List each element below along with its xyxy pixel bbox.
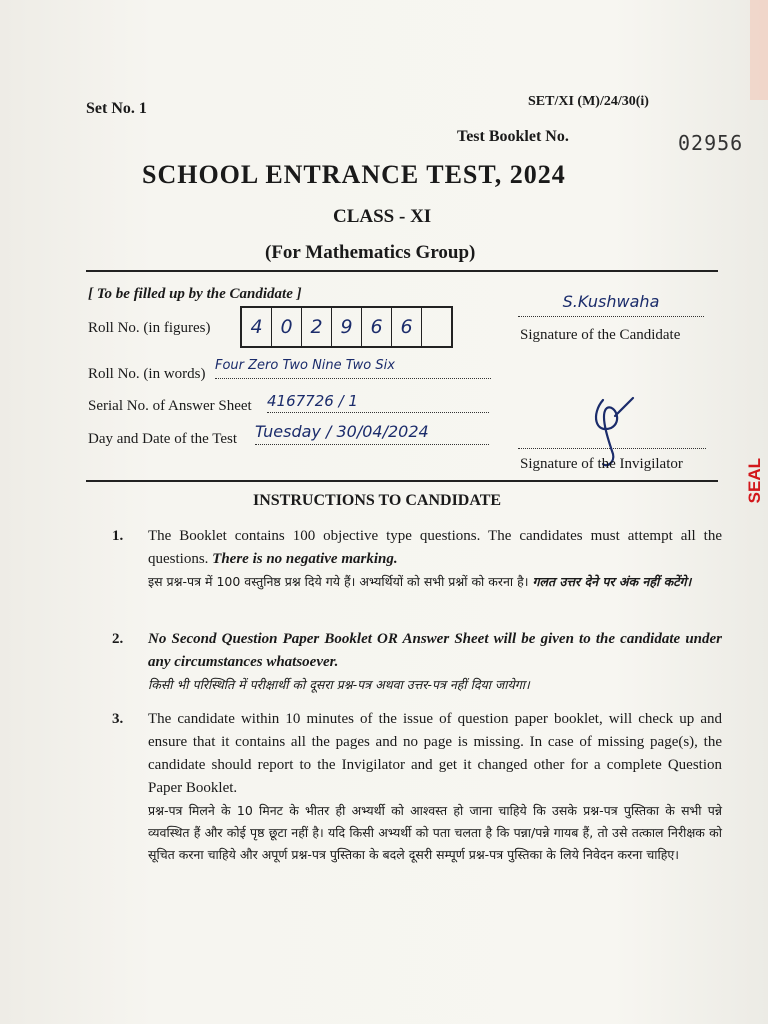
roll-figures-label: Roll No. (in figures) bbox=[88, 320, 211, 336]
class-heading: CLASS - XI bbox=[333, 206, 432, 227]
roll-digit-box[interactable]: 6 bbox=[362, 308, 392, 346]
instruction-number: 2. bbox=[112, 631, 124, 647]
roll-digit-box[interactable] bbox=[422, 308, 451, 346]
roll-digit-box[interactable]: 9 bbox=[332, 308, 362, 346]
roll-digit-box[interactable]: 2 bbox=[302, 308, 332, 346]
instruction-emphasis: गलत उत्तर देने पर अंक नहीं कटेंगे। bbox=[532, 574, 692, 589]
roll-words-field[interactable]: Four Zero Two Nine Two Six bbox=[215, 358, 491, 379]
serial-number-field[interactable]: 4167726 / 1 bbox=[267, 392, 489, 413]
section-rule bbox=[86, 480, 718, 482]
roll-digit-box[interactable]: 4 bbox=[242, 308, 272, 346]
test-date-label: Day and Date of the Test bbox=[88, 431, 238, 447]
page-edge-tint bbox=[750, 0, 768, 100]
instruction-item-2 bbox=[112, 628, 722, 696]
header-rule bbox=[86, 270, 718, 272]
instruction-emphasis: There is no negative marking. bbox=[212, 551, 398, 567]
instruction-text: इस प्रश्न-पत्र में 100 वस्तुनिष्ठ प्रश्न दिये गये हैं। अभ्यर्थियों को सभी प्रश्नों को करना है। bbox=[148, 574, 529, 589]
serial-number-label: Serial No. of Answer Sheet bbox=[88, 398, 252, 414]
test-date-field[interactable]: Tuesday / 30/04/2024 bbox=[255, 422, 489, 445]
set-number: Set No. 1 bbox=[86, 100, 147, 117]
group-heading: (For Mathematics Group) bbox=[265, 242, 476, 263]
instructions-title: INSTRUCTIONS TO CANDIDATE bbox=[253, 492, 502, 509]
candidate-section-label: [ To be filled up by the Candidate ] bbox=[88, 286, 302, 302]
seal-marker: SEAL bbox=[745, 458, 764, 504]
test-booklet-number: 02956 bbox=[678, 131, 744, 155]
instruction-text-hi: किसी भी परिस्थिति में परीक्षार्थी को दूसरा प्रश्न-पत्र अथवा उत्तर-पत्र नहीं दिया जायेगा। bbox=[148, 677, 530, 692]
roll-digit-box[interactable]: 0 bbox=[272, 308, 302, 346]
exam-title: SCHOOL ENTRANCE TEST, 2024 bbox=[142, 160, 566, 189]
roll-digit-box[interactable]: 6 bbox=[392, 308, 422, 346]
test-booklet-label: Test Booklet No. bbox=[457, 128, 569, 145]
instruction-text-en: The candidate within 10 minutes of the issue of question paper booklet, will check up and ensure that it contains all the pages and no page is missing. In case of missing page(s), the candidate should report to the Invigilator and get it changed other for a complete Question Paper Booklet. bbox=[148, 711, 722, 796]
instruction-text-hi: प्रश्न-पत्र मिलने के 10 मिनट के भीतर ही अभ्यर्थी को आश्वस्त हो जाना चाहिये कि उसके प्रश्न-पत्र पुस्तिका के सभी पन्ने व्यवस्थित हैं और कोई पृष्ठ छूटा नहीं है। यदि किसी अभ्यर्थी को पता चलता है कि पन्ना/पन्ने गायब हैं, तो उसे तत्काल निरीक्षक को सूचित करना चाहिये और अपूर्ण प्रश्न-पत्र पुस्तिका के बदले दूसरी सम्पूर्ण प्रश्न-पत्र पुस्तिका के लिये निवेदन करना चाहिए। bbox=[148, 803, 722, 862]
candidate-signature-field[interactable]: S.Kushwaha bbox=[518, 292, 704, 317]
instruction-number: 1. bbox=[112, 528, 124, 544]
instruction-text-hi bbox=[148, 571, 722, 593]
candidate-signature-label: Signature of the Candidate bbox=[520, 327, 681, 343]
instruction-text-en: No Second Question Paper Booklet OR Answer Sheet will be given to the candidate under any circumstances whatsoever. bbox=[148, 631, 722, 670]
set-code: SET/XI (M)/24/30(i) bbox=[528, 94, 649, 109]
instruction-text: The Booklet contains 100 objective type questions. The candidates must attempt all the questions. bbox=[148, 528, 722, 567]
roll-words-label: Roll No. (in words) bbox=[88, 366, 206, 382]
roll-number-boxes[interactable] bbox=[240, 306, 453, 348]
instruction-text-en bbox=[148, 525, 722, 571]
instruction-item-1 bbox=[112, 525, 722, 593]
instruction-number: 3. bbox=[112, 711, 124, 727]
instruction-item-3 bbox=[112, 708, 722, 866]
invigilator-signature-label: Signature of the Invigilator bbox=[520, 456, 683, 472]
